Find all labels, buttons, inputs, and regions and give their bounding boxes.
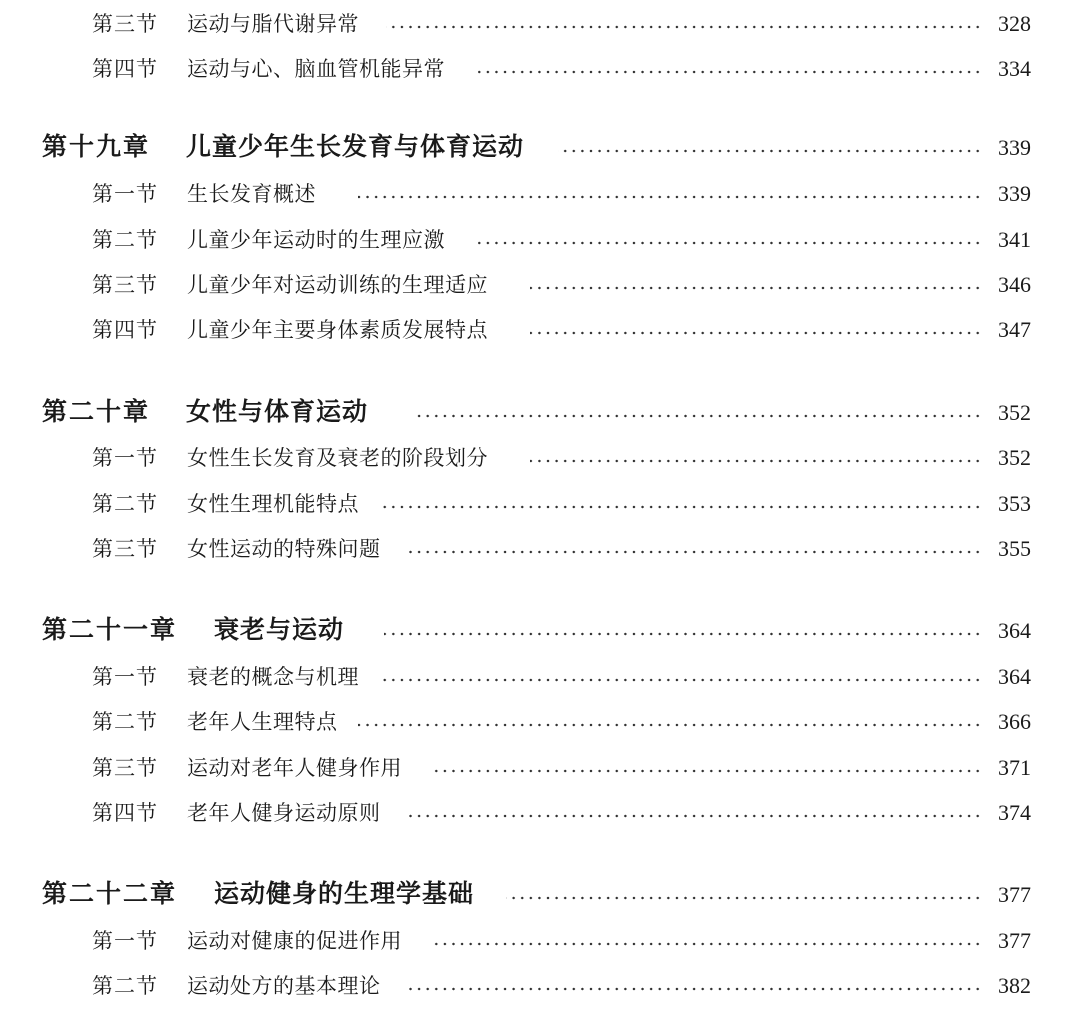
dot-leader [478,241,982,245]
section-number: 第三节 [92,537,158,561]
section-number: 第四节 [92,801,158,825]
section-title: 儿童少年对运动训练的生理适应 [187,273,488,297]
section-number: 第一节 [92,446,158,470]
section-number: 第四节 [92,318,158,342]
section-number: 第三节 [92,12,158,36]
dot-leader [430,942,982,946]
section-title: 运动对健康的促进作用 [187,929,402,953]
page-number: 382 [998,973,1031,998]
toc-section-entry[interactable] [0,962,1080,1002]
toc-section-entry[interactable] [0,917,1080,957]
section-number: 第二节 [92,710,158,734]
chapter-title: 衰老与运动 [214,615,345,644]
toc-section-entry[interactable] [0,525,1080,565]
section-title: 运动处方的基本理论 [187,974,381,998]
section-title: 运动对老年人健身作用 [187,756,402,780]
dot-leader [382,678,982,682]
toc-section-entry[interactable] [0,306,1080,346]
toc-chapter-entry[interactable] [0,871,1080,911]
toc-section-entry[interactable] [0,216,1080,256]
toc-section-entry[interactable] [0,480,1080,520]
page-number: 353 [998,491,1031,516]
toc-section-entry[interactable] [0,0,1080,40]
chapter-title: 儿童少年生长发育与体育运动 [186,132,525,161]
toc-chapter-entry[interactable] [0,124,1080,164]
page-number: 377 [998,928,1031,953]
page-number: 334 [998,56,1031,81]
toc-section-entry[interactable] [0,45,1080,85]
page-number: 341 [998,227,1031,252]
dot-leader [530,331,982,335]
section-number: 第二节 [92,228,158,252]
dot-leader [406,550,982,554]
section-title: 儿童少年主要身体素质发展特点 [187,318,488,342]
page-number: 355 [998,536,1031,561]
dot-leader [406,987,982,991]
page-number: 371 [998,755,1031,780]
dot-leader [386,25,982,29]
section-title: 女性生理机能特点 [187,492,359,516]
page-number: 364 [998,618,1031,643]
chapter-number: 第二十一章 [42,615,178,644]
dot-leader [478,70,982,74]
page-number: 352 [998,445,1031,470]
chapter-number: 第二十章 [42,397,151,426]
page-number: 377 [998,882,1031,907]
section-title: 老年人健身运动原则 [187,801,381,825]
page-number: 364 [998,664,1031,689]
page-number: 366 [998,709,1031,734]
dot-leader [506,896,982,900]
section-number: 第一节 [92,665,158,689]
toc-section-entry[interactable] [0,434,1080,474]
toc-section-entry[interactable] [0,698,1080,738]
dot-leader [558,149,982,153]
dot-leader [358,195,982,199]
section-title: 女性运动的特殊问题 [187,537,381,561]
chapter-title: 运动健身的生理学基础 [214,879,475,908]
page-number: 328 [998,11,1031,36]
section-number: 第二节 [92,492,158,516]
dot-leader [382,505,982,509]
chapter-number: 第十九章 [42,132,151,161]
dot-leader [530,286,982,290]
section-title: 老年人生理特点 [187,710,338,734]
page-number: 339 [998,181,1031,206]
section-title: 衰老的概念与机理 [187,665,359,689]
section-number: 第三节 [92,273,158,297]
toc-chapter-entry[interactable] [0,607,1080,647]
section-title: 运动与心、脑血管机能异常 [187,57,445,81]
dot-leader [406,814,982,818]
toc-section-entry[interactable] [0,789,1080,829]
dot-leader [530,459,982,463]
page-number: 346 [998,272,1031,297]
dot-leader [430,769,982,773]
dot-leader [358,723,982,727]
toc-chapter-entry[interactable] [0,389,1080,429]
section-title: 生长发育概述 [187,182,316,206]
section-title: 女性生长发育及衰老的阶段划分 [187,446,488,470]
section-title: 运动与脂代谢异常 [187,12,359,36]
section-number: 第四节 [92,57,158,81]
page-number: 347 [998,317,1031,342]
toc-section-entry[interactable] [0,170,1080,210]
toc-section-entry[interactable] [0,261,1080,301]
page-number: 339 [998,135,1031,160]
section-number: 第一节 [92,182,158,206]
dot-leader [384,632,982,636]
section-number: 第二节 [92,974,158,998]
section-number: 第一节 [92,929,158,953]
section-number: 第三节 [92,756,158,780]
chapter-number: 第二十二章 [42,879,178,908]
section-title: 儿童少年运动时的生理应激 [187,228,445,252]
chapter-title: 女性与体育运动 [186,397,369,426]
toc-section-entry[interactable] [0,744,1080,784]
page-number: 352 [998,400,1031,425]
toc-section-entry[interactable] [0,653,1080,693]
page-number: 374 [998,800,1031,825]
dot-leader [412,414,982,418]
